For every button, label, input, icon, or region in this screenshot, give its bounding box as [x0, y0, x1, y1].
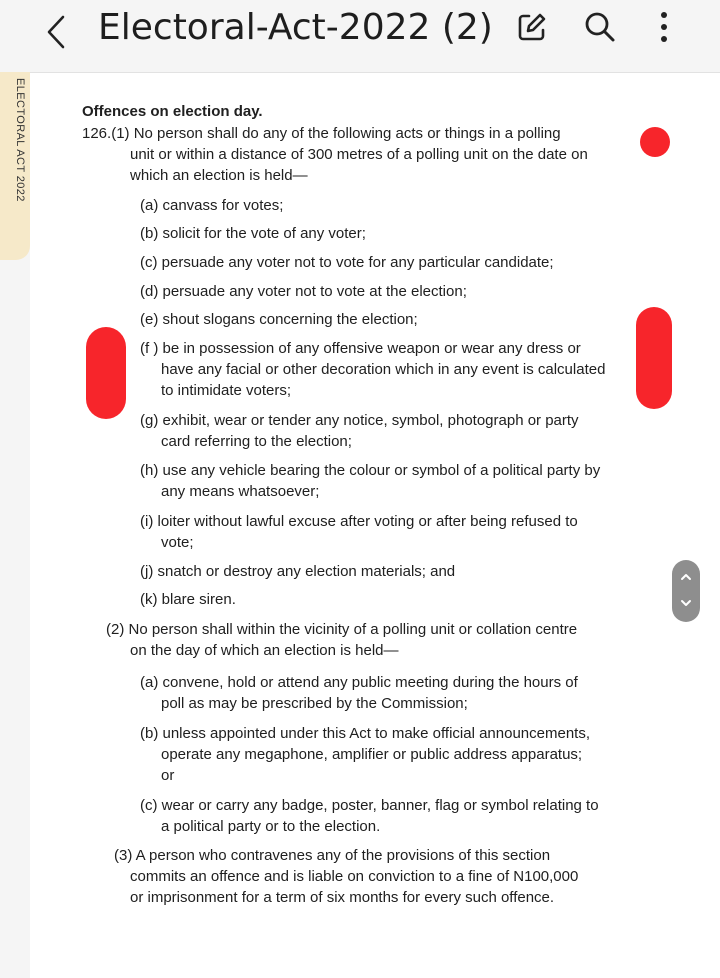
chevron-up-icon	[679, 570, 693, 584]
list-item: or	[161, 767, 175, 784]
document-title: Electoral-Act-2022 (2)	[98, 7, 493, 48]
section-heading: Offences on election day.	[82, 103, 263, 120]
side-tab-label: ELECTORAL ACT 2022	[14, 78, 26, 202]
list-item: poll as may be prescribed by the Commission;	[161, 695, 468, 712]
list-item: (c) persuade any voter not to vote for any particular candidate;	[140, 254, 554, 271]
text-line: which an election is held—	[130, 167, 308, 184]
search-button[interactable]	[580, 7, 620, 47]
edit-icon	[515, 10, 549, 44]
edit-button[interactable]	[512, 7, 552, 47]
search-icon	[583, 10, 617, 44]
list-item: card referring to the election;	[161, 433, 352, 450]
list-item: have any facial or other decoration which in any event is calculated	[161, 361, 606, 378]
list-item: (b) unless appointed under this Act to make official announcements,	[140, 725, 590, 742]
red-annotation-dot	[640, 127, 670, 157]
red-annotation-highlight-left	[86, 327, 126, 419]
list-item: any means whatsoever;	[161, 483, 320, 500]
list-item: (d) persuade any voter not to vote at the election;	[140, 283, 467, 300]
list-item: (j) snatch or destroy any election materials; and	[140, 563, 456, 580]
list-item: operate any megaphone, amplifier or public address apparatus;	[161, 746, 583, 763]
list-item: (b) solicit for the vote of any voter;	[140, 225, 366, 242]
text-line: on the day of which an election is held—	[130, 642, 399, 659]
list-item: a political party or to the election.	[161, 818, 381, 835]
list-item: (k) blare siren.	[140, 591, 236, 608]
list-item: (i) loiter without lawful excuse after voting or after being refused to	[140, 513, 578, 530]
outline-side-tab[interactable]	[0, 72, 30, 260]
text-line: or imprisonment for a term of six months for every such offence.	[130, 889, 555, 906]
list-item: (a) convene, hold or attend any public meeting during the hours of	[140, 674, 578, 691]
text-line: unit or within a distance of 300 metres of a polling unit on the date on	[130, 146, 588, 163]
top-app-bar	[0, 0, 720, 73]
list-item: (f ) be in possession of any offensive weapon or wear any dress or	[140, 340, 581, 357]
list-item: (g) exhibit, wear or tender any notice, symbol, photograph or party	[140, 412, 579, 429]
more-options-button[interactable]	[644, 7, 684, 47]
list-item: (a) canvass for votes;	[140, 197, 284, 214]
red-annotation-highlight-right	[636, 307, 672, 409]
text-line: (2) No person shall within the vicinity of a polling unit or collation centre	[106, 621, 578, 638]
more-vertical-icon	[659, 10, 669, 44]
list-item: (c) wear or carry any badge, poster, banner, flag or symbol relating to	[140, 797, 599, 814]
text-line: commits an offence and is liable on conviction to a fine of N100,000	[130, 868, 579, 885]
list-item: (e) shout slogans concerning the election;	[140, 311, 418, 328]
list-item: (h) use any vehicle bearing the colour or symbol of a political party by	[140, 462, 601, 479]
list-item: vote;	[161, 534, 194, 551]
text-line: 126.(1) No person shall do any of the following acts or things in a polling	[82, 125, 561, 142]
scroll-handle[interactable]	[672, 560, 700, 622]
chevron-down-icon	[679, 596, 693, 610]
list-item: to intimidate voters;	[161, 382, 292, 399]
back-button[interactable]	[36, 12, 76, 52]
chevron-left-icon	[44, 14, 68, 50]
text-line: (3) A person who contravenes any of the provisions of this section	[114, 847, 551, 864]
